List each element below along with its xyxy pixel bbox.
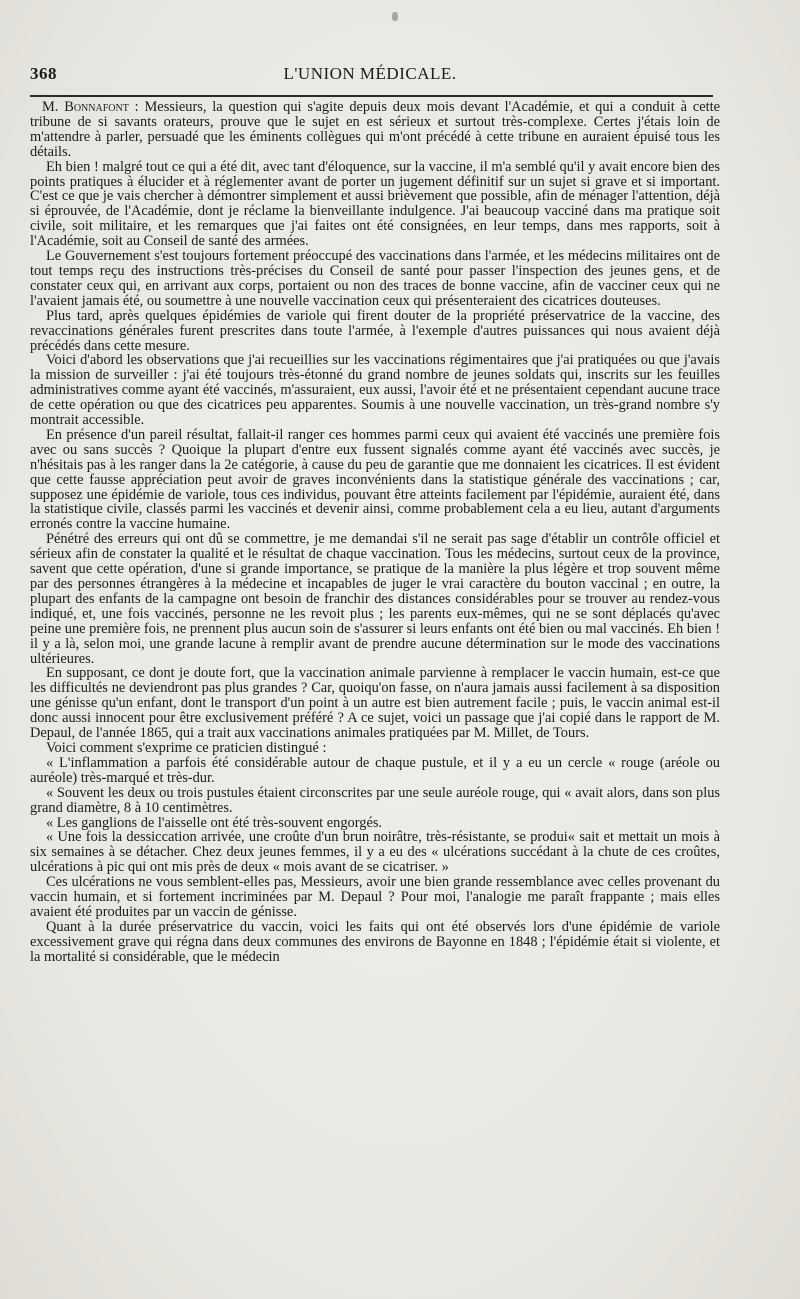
header-rule — [30, 95, 713, 97]
paragraph — [30, 100, 720, 160]
ink-spot — [392, 12, 398, 21]
quotation: « L'inflammation a parfois été considérable autour de chaque pustule, et il y a eu un cercle « rouge (aréole ou auréole) très-marqué et très-dur. — [30, 754, 720, 786]
quotation: « Les ganglions de l'aisselle ont été très-souvent engorgés. — [46, 814, 383, 831]
paragraph: Plus tard, après quelques épidémies de variole qui firent douter de la propriété préservatrice de la vaccine, des revaccinations générales furent prescrites dans toute l'armée, à l'exemple d'autres puissances qui nous avaient déjà précédés dans cette mesure. — [30, 307, 720, 354]
quotation: « Souvent les deux ou trois pustules étaient circonscrites par une seule auréole rouge, qui « avait alors, dans son plus grand diamètre, 8 à 10 centimètres. — [30, 784, 720, 816]
paragraph: Quant à la durée préservatrice du vaccin, voici les faits qui ont été observés lors d'une épidémie de variole excessivement grave qui régna dans deux communes des environs de Bayonne en 1848 ; l'épidémie était si violente, et la mortalité si considérable, que le médecin — [30, 918, 720, 965]
paragraph: En supposant, ce dont je doute fort, que la vaccination animale parvienne à remplacer le vaccin humain, est-ce que les difficultés ne deviendront pas plus grandes ? Car, quoiqu'on fasse, on n'aura jamais aussi facilement à sa disposition une génisse qu'un enfant, dont le transport d'un point à un autre est bien autrement facile ; puis, le vaccin animal est-il donc aussi innocent pour être exclusivement préféré ? A ce sujet, voici un passage que j'ai copié dans le rapport de M. Depaul, de l'année 1865, qui a trait aux vaccinations animales pratiquées par M. Millet, de Tours. — [30, 665, 720, 742]
running-title: L'UNION MÉDICALE. — [283, 64, 457, 83]
paragraph: Voici comment s'exprime ce praticien distingué : — [46, 739, 327, 756]
paragraph: Pénétré des erreurs qui ont dû se commettre, je me demandai s'il ne serait pas sage d'établir un contrôle officiel et sérieux afin de constater la qualité et le résultat de chaque vaccination. Tous les médecins, surtout ceux de la province, savent que cette opération, d'une si grande importance, se pratique de la manière la plus légère et trop souvent même par des personnes étrangères à la médecine et incapables de juger le vrai caractère du bouton vaccinal ; en outre, la plupart des enfants de la campagne ont besoin de franchir des distances considérables pour se trouver au rendez-vous indiqué, et, une fois vaccinés, personne ne les revoit plus ; les parents eux-mêmes, qui ne se sont déplacés qu'avec peine une première fois, ne prennent plus aucun soin de s'assurer si leurs enfants ont été bien ou mal vaccinés. Eh bien ! il y a là, selon moi, une grande lacune à remplir avant de prendre aucune détermination sur le mode des vaccinations ultérieures. — [30, 531, 720, 667]
page-header — [30, 64, 710, 88]
speaker-name: M. Bonnafont : — [42, 99, 139, 115]
paragraph: Voici d'abord les observations que j'ai recueillies sur les vaccinations régimentaires que j'ai pratiquées ou que j'avais la mission de surveiller : j'ai été toujours très-étonné du grand nombre de jeunes soldats qui, inscrits sur les feuilles administratives comme ayant été vaccinés, m'assuraient, eux aussi, l'avoir été et ne présentaient cependant aucune trace de cette opération ou que des cicatrices peu apparentes. Soumis à une nouvelle vaccination, un très-grand nombre s'y montrait accessible. — [30, 352, 720, 429]
paragraph: Eh bien ! malgré tout ce qui a été dit, avec tant d'éloquence, sur la vaccine, il m'a semblé qu'il y avait encore bien des points pratiques à élucider et à réglementer avant de porter un jugement définitif sur un sujet si grave et si important. C'est ce que je vais chercher à démontrer simplement et aussi brièvement que possible, afin de ménager l'attention, déjà si éprouvée, de l'Académie, dont je réclame la bienveillante indulgence. J'ai beaucoup vacciné dans ma pratique soit civile, soit militaire, et les remarques que j'ai faites ont été consignées, en leur temps, dans mes rapports, soit à l'Académie, soit au Conseil de santé des armées. — [30, 158, 720, 250]
paragraph: En présence d'un pareil résultat, fallait-il ranger ces hommes parmi ceux qui avaient été vaccinés une première fois avec ou sans succès ? Quoique la plupart d'entre eux fussent signalés comme ayant été vaccinés avec succès, je n'hésitais pas à les ranger dans la 2e catégorie, à cause du peu de garantie que me donnaient les cicatrices. Il est évident que cette fausse appréciation peut avoir de graves inconvénients dans la statistique générale des vaccinations ; car, supposez une épidémie de variole, tous ces individus, pouvant être atteints facilement par l'épidémie, auraient été, dans la statistique civile, classés parmi les vaccinés et devenir ainsi, comme probablement cela a eu lieu, autant d'arguments erronés contre la vaccine humaine. — [30, 426, 720, 533]
paragraph: Le Gouvernement s'est toujours fortement préoccupé des vaccinations dans l'armée, et les médecins militaires ont de tout temps reçu des instructions très-précises du Conseil de santé pour passer l'inspection des jeunes gens, et de constater ceux qui, en arrivant aux corps, portaient ou non des traces de bonne vaccine, afin de vacciner ceux qui ne l'avaient jamais été, ou soumettre à une nouvelle vaccination ceux qui présenteraient des cicatrices douteuses. — [30, 248, 720, 309]
quotation: « Une fois la dessiccation arrivée, une croûte d'un brun noirâtre, très-résistante, se produi« sait et mettait un mois à six semaines à se détacher. Chez deux jeunes femmes, il y a eu des « ulcérations succédant à la chute de ces croûtes, ulcérations à pic qui ont mis près de deux « mois avant de se cicatriser. » — [30, 829, 720, 876]
paragraph: Ces ulcérations ne vous semblent-elles pas, Messieurs, avoir une bien grande ressemblance avec celles provenant du vaccin humain, et si fortement incriminées par M. Depaul ? Pour moi, l'analogie me paraît frappante ; mais elles avaient été produites par un vaccin de génisse. — [30, 874, 720, 920]
paragraph-text: Messieurs, la question qui s'agite depuis deux mois devant l'Académie, et qui a conduit à cette tribune de si savants orateurs, prouve que le sujet en est sérieux et surtout très-complexe. Certes j'étais loin de m'attendre à parler, persuadé que les éminents collègues qui m'ont précédé à cette tribune en auraient épuisé tous les détails. — [30, 99, 720, 160]
article-body — [30, 100, 720, 965]
page-number: 368 — [30, 64, 57, 83]
